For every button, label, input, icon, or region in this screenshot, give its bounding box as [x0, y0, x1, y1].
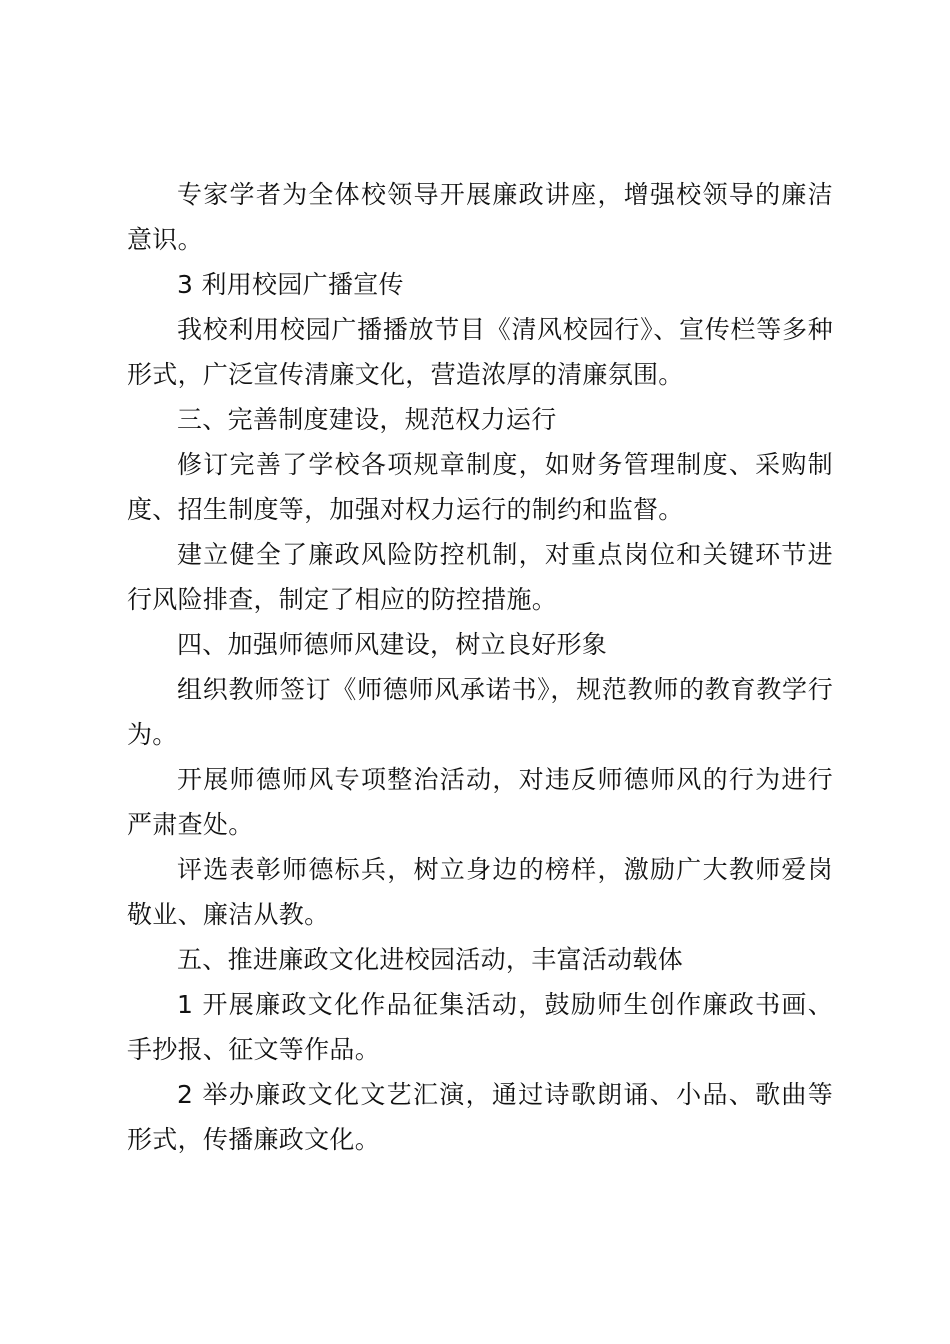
body-paragraph: 我校利用校园广播播放节目《清风校园行》、宣传栏等多种形式，广泛宣传清廉文化，营造浓厚的清廉氛围。 — [127, 315, 833, 389]
body-paragraph: 2 举办廉政文化文艺汇演，通过诗歌朗诵、小品、歌曲等形式，传播廉政文化。 — [127, 1080, 833, 1154]
document-body — [127, 172, 833, 1162]
body-paragraph: 开展师德师风专项整治活动，对违反师德师风的行为进行严肃查处。 — [127, 765, 833, 839]
body-paragraph: 建立健全了廉政风险防控机制，对重点岗位和关键环节进行风险排查，制定了相应的防控措施。 — [127, 540, 833, 614]
section-subheading: 3 利用校园广播宣传 — [177, 270, 404, 299]
body-paragraph: 修订完善了学校各项规章制度，如财务管理制度、采购制度、招生制度等，加强对权力运行的制约和监督。 — [127, 450, 833, 524]
section-heading: 五、推进廉政文化进校园活动，丰富活动载体 — [177, 945, 684, 974]
body-paragraph: 1 开展廉政文化作品征集活动，鼓励师生创作廉政书画、手抄报、征文等作品。 — [127, 990, 833, 1064]
body-paragraph: 专家学者为全体校领导开展廉政讲座，增强校领导的廉洁意识。 — [127, 180, 833, 254]
section-heading: 四、加强师德师风建设，树立良好形象 — [177, 630, 608, 659]
body-paragraph: 评选表彰师德标兵，树立身边的榜样，激励广大教师爱岗敬业、廉洁从教。 — [127, 855, 833, 929]
section-heading: 三、完善制度建设，规范权力运行 — [177, 405, 557, 434]
body-paragraph: 组织教师签订《师德师风承诺书》，规范教师的教育教学行为。 — [127, 675, 833, 749]
